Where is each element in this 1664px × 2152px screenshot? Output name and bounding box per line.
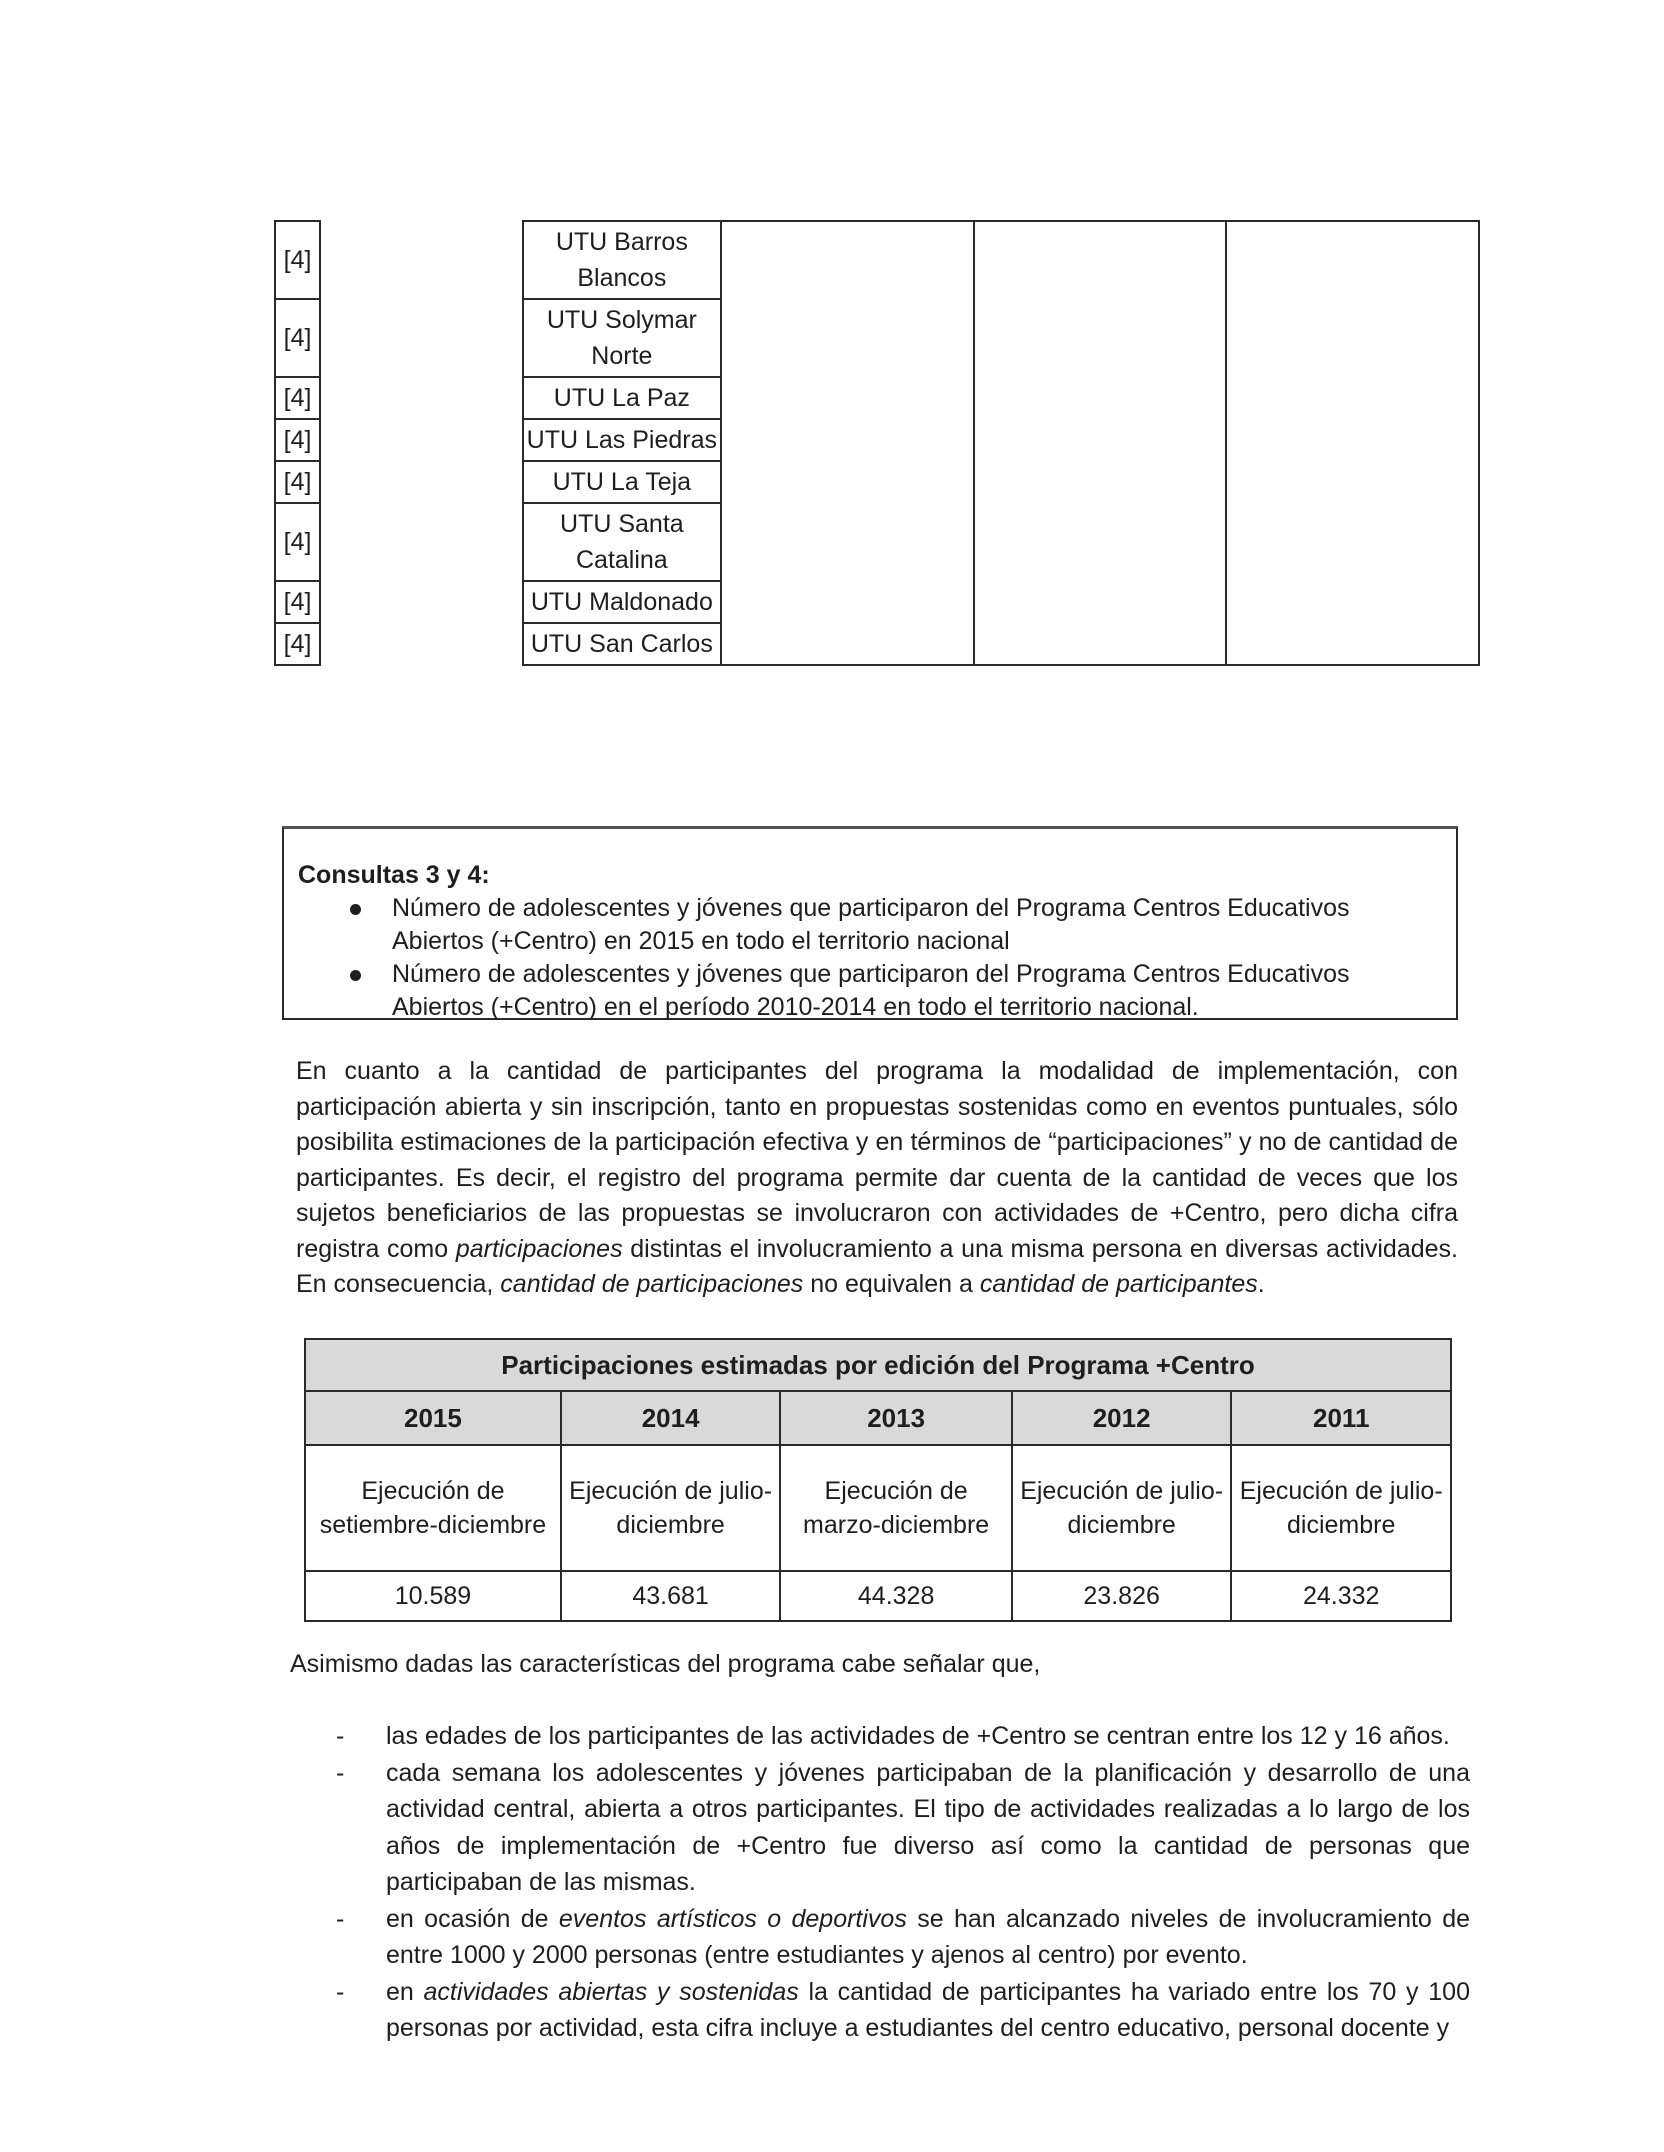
list-item-text: la cantidad de participantes ha variado entre los 70 y 100 personas por actividad, esta cifra incluye a estudiantes del centro educativo, personal docente y: [386, 1977, 1470, 2042]
school-name-cell: UTU Las Piedras: [523, 419, 721, 461]
table-row: [305, 1571, 1451, 1621]
table-row: [305, 1445, 1451, 1571]
code-cell: [4]: [275, 299, 320, 377]
school-name-cell: UTU Solymar Norte: [523, 299, 721, 377]
participations-value-cell: 24.332: [1231, 1571, 1451, 1621]
empty-column: [721, 221, 974, 665]
school-name-cell: UTU Maldonado: [523, 581, 721, 623]
code-cell: [4]: [275, 623, 320, 665]
list-item-text: en ocasión de: [386, 1904, 559, 1933]
school-name-cell: UTU Barros Blancos: [523, 221, 721, 299]
table-row: [275, 221, 1479, 299]
year-header: 2012: [1012, 1391, 1232, 1445]
list-item-emphasis: eventos artísticos o deportivos: [558, 1904, 907, 1933]
list-item-text: se han alcanzado niveles de involucramiento de entre 1000 y 2000 personas (entre estudiantes y ajenos al centro) por evento.: [386, 1904, 1471, 1969]
school-name-cell: UTU La Teja: [523, 461, 721, 503]
paragraph-text: distintas el involucramiento a una misma persona en diversas actividades. En consecuencia,: [296, 1234, 1458, 1298]
execution-period-cell: Ejecución de julio-diciembre: [1231, 1445, 1451, 1571]
query-item: Número de adolescentes y jóvenes que participaron del Programa Centros Educativos Abiertos (+Centro) en 2015 en todo el territorio nacional: [392, 892, 1442, 958]
characteristics-list: [386, 1718, 1470, 2047]
paragraph-text: .: [1257, 1270, 1265, 1298]
list-item: - las edades de los participantes de las actividades de +Centro se centran entre los 12 y 16 años.: [386, 1718, 1470, 1755]
paragraph-emphasis: cantidad de participantes: [979, 1270, 1258, 1298]
empty-column: [1226, 221, 1479, 665]
code-cell: [4]: [275, 419, 320, 461]
code-cell: [4]: [275, 461, 320, 503]
participations-value-cell: 10.589: [305, 1571, 561, 1621]
query-title: Consultas 3 y 4:: [298, 861, 490, 889]
list-item: [386, 1974, 1470, 2047]
code-cell: [4]: [275, 581, 320, 623]
query-list: [298, 892, 1442, 1024]
query-item: Número de adolescentes y jóvenes que participaron del Programa Centros Educativos Abiertos (+Centro) en el período 2010-2014 en todo el territorio nacional.: [392, 958, 1442, 1024]
school-name-cell: UTU Santa Catalina: [523, 503, 721, 581]
school-name-cell: UTU La Paz: [523, 377, 721, 419]
paragraph-emphasis: cantidad de participaciones: [500, 1270, 804, 1298]
code-cell: [4]: [275, 221, 320, 299]
participations-value-cell: 43.681: [561, 1571, 781, 1621]
execution-period-cell: Ejecución de julio-diciembre: [1012, 1445, 1232, 1571]
empty-column: [320, 221, 523, 665]
year-header-row: [305, 1391, 1451, 1445]
list-item: [386, 1901, 1470, 1974]
participation-table: [304, 1338, 1452, 1622]
year-header: 2014: [561, 1391, 781, 1445]
table-title: Participaciones estimadas por edición del Programa +Centro: [305, 1339, 1451, 1391]
paragraph-text: no equivalen a: [803, 1270, 980, 1298]
school-name-cell: UTU San Carlos: [523, 623, 721, 665]
paragraph-emphasis: participaciones: [455, 1234, 623, 1263]
list-item: - cada semana los adolescentes y jóvenes participaban de la planificación y desarrollo de una actividad central, abierta a otros participantes. El tipo de actividades realizadas a lo largo de los años de implementación de +Centro fue diverso así como la cantidad de personas que participaban de las mismas.: [386, 1755, 1470, 1901]
code-cell: [4]: [275, 377, 320, 419]
body-paragraph: [296, 1054, 1458, 1303]
query-box: [282, 826, 1458, 1020]
execution-period-cell: Ejecución de julio-diciembre: [561, 1445, 781, 1571]
execution-period-cell: Ejecución de marzo-diciembre: [780, 1445, 1012, 1571]
list-item-emphasis: actividades abiertas y sostenidas: [423, 1977, 799, 2006]
execution-period-cell: Ejecución de setiembre-diciembre: [305, 1445, 561, 1571]
code-cell: [4]: [275, 503, 320, 581]
table-title-row: [305, 1339, 1451, 1391]
paragraph-text: En cuanto a la cantidad de participantes del programa la modalidad de implementación, con participación abierta y sin inscripción, tanto en propuestas sostenidas como en eventos puntuales, sólo posibilita estimaciones de la participación efectiva y en términos de “participaciones” y no de cantidad de participantes. Es decir, el registro del programa permite dar cuenta de la cantidad de veces que los sujetos beneficiarios de las propuestas se involucraron con actividades de +Centro, pero dicha cifra registra como: [296, 1057, 1458, 1263]
empty-column: [974, 221, 1227, 665]
intro-sentence: Asimismo dadas las características del programa cabe señalar que,: [290, 1650, 1041, 1678]
participations-value-cell: 44.328: [780, 1571, 1012, 1621]
participations-value-cell: 23.826: [1012, 1571, 1232, 1621]
year-header: 2013: [780, 1391, 1012, 1445]
year-header: 2015: [305, 1391, 561, 1445]
schools-table: [274, 220, 1480, 666]
list-item-text: en: [386, 1977, 424, 2006]
year-header: 2011: [1231, 1391, 1451, 1445]
